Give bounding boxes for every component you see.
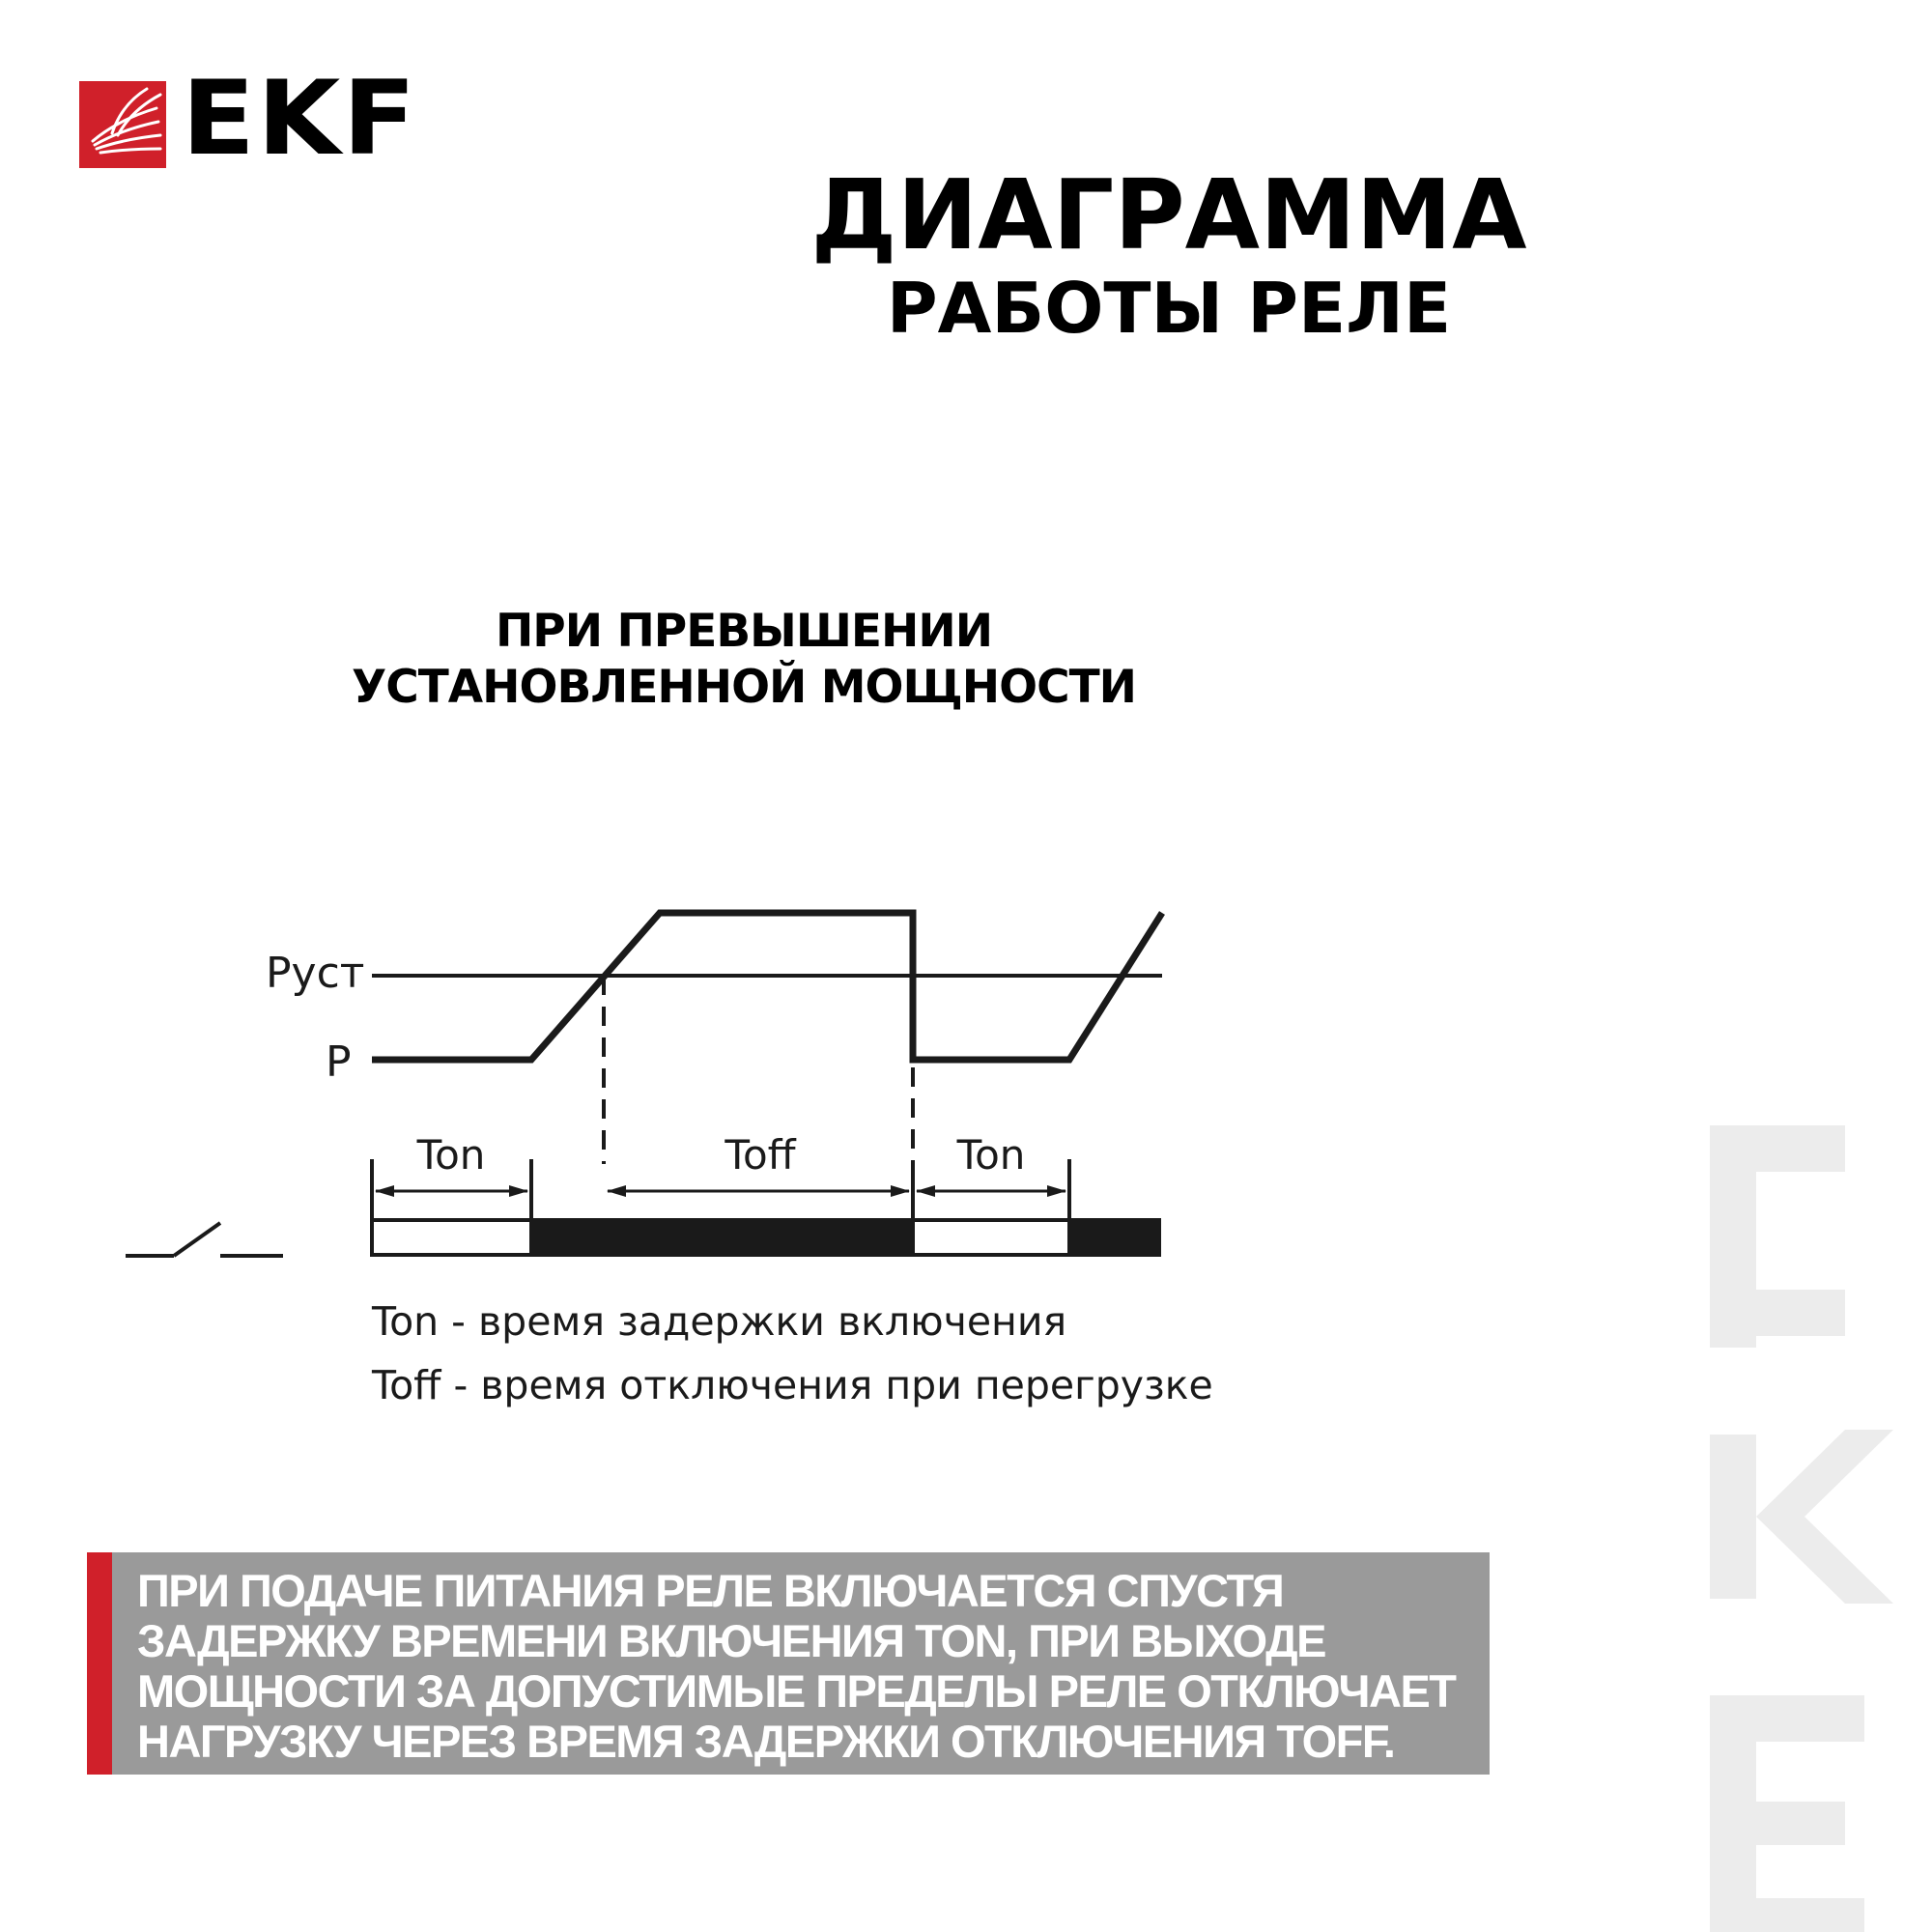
description-callout <box>87 1552 1490 1775</box>
state-on-1 <box>531 1218 913 1257</box>
interval-label-toff: Toff <box>724 1131 796 1179</box>
ekf-watermark-icon <box>1710 1125 1908 1932</box>
power-curve <box>372 913 1162 1060</box>
callout-text <box>137 1566 1480 1767</box>
label-p: P <box>326 1037 352 1087</box>
legend-toff: Toff - время отключения при перегрузке <box>372 1362 1213 1408</box>
page-title-line1: ДИАГРАММА <box>810 158 1527 271</box>
callout-line: МОЩНОСТИ ЗА ДОПУСТИМЫЕ ПРЕДЕЛЫ РЕЛЕ ОТКЛЮЧАЕТ <box>137 1665 1456 1717</box>
callout-line: ЗАДЕРЖКУ ВРЕМЕНИ ВКЛЮЧЕНИЯ TON, ПРИ ВЫХОДЕ <box>137 1615 1325 1666</box>
interval-label-ton-1: Ton <box>416 1131 486 1179</box>
relay-contact-icon <box>126 1223 283 1256</box>
callout-line: НАГРУЗКУ ЧЕРЕЗ ВРЕМЯ ЗАДЕРЖКИ ОТКЛЮЧЕНИЯ TOFF. <box>137 1716 1395 1767</box>
state-off-2 <box>913 1220 1069 1255</box>
page-title-line2: РАБОТЫ РЕЛЕ <box>886 268 1452 349</box>
state-on-2 <box>1069 1218 1161 1257</box>
interval-label-ton-2: Ton <box>956 1131 1026 1179</box>
legend-ton: Ton - время задержки включения <box>372 1298 1067 1345</box>
diagram-heading-line2: УСТАНОВЛЕННОЙ МОЩНОСТИ <box>352 661 1136 714</box>
diagram-heading-line1: ПРИ ПРЕВЫШЕНИИ <box>495 605 993 658</box>
callout-line: ПРИ ПОДАЧЕ ПИТАНИЯ РЕЛЕ ВКЛЮЧАЕТСЯ СПУСТЯ <box>137 1565 1284 1616</box>
state-off-1 <box>372 1220 531 1255</box>
brand-name: EKF <box>182 59 418 178</box>
label-pset: Руст <box>266 949 365 998</box>
callout-accent-bar <box>87 1552 112 1775</box>
